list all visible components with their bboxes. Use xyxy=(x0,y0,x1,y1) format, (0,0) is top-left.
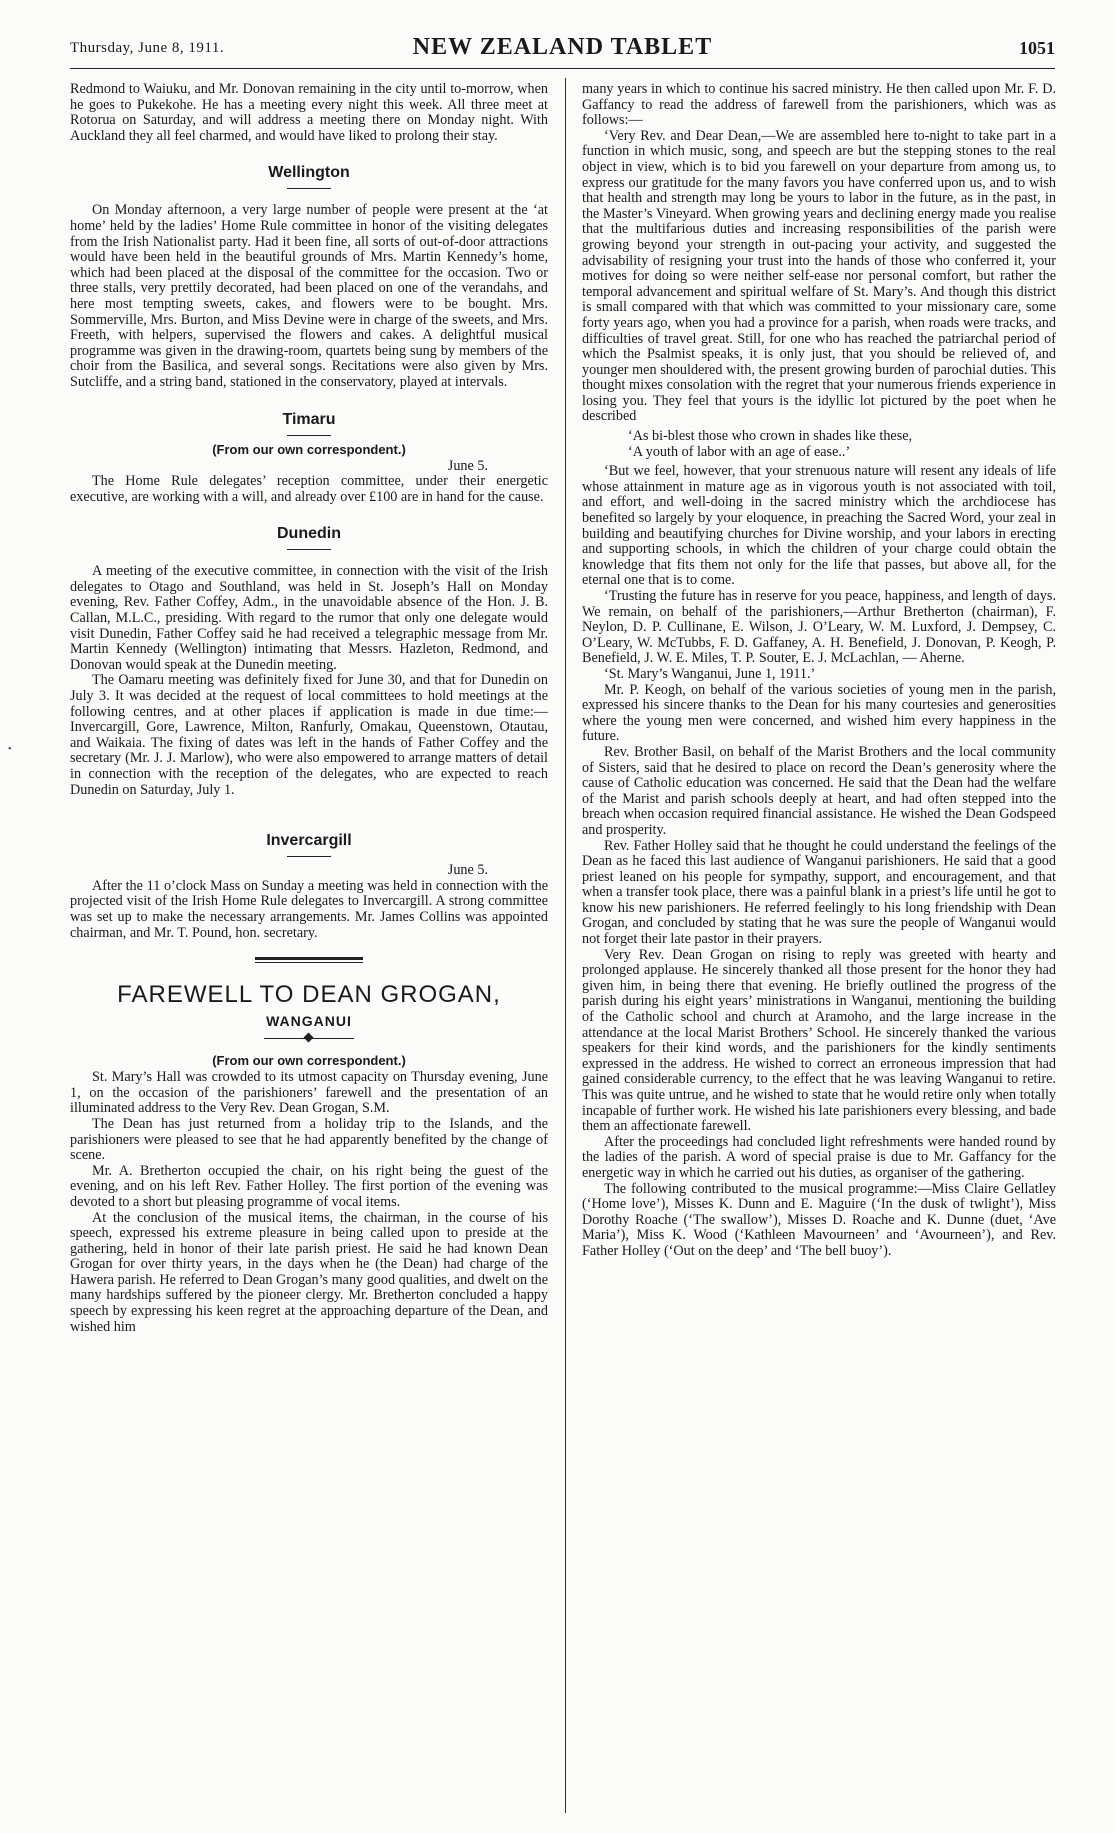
section-rule xyxy=(287,188,331,189)
section-heading-wellington: Wellington xyxy=(268,164,350,182)
refreshments-paragraph: After the proceedings had concluded light refreshments were handed round by the ladies of the parish. A word of special praise is due to Mr. Gaffancy for the energetic way in which he carried out his duties, as organiser of the gathering. xyxy=(582,1133,1056,1181)
article-subtitle: WANGANUI xyxy=(266,1013,352,1030)
page-number: 1051 xyxy=(1019,38,1055,58)
farewell-paragraph-2: The Dean has just returned from a holiday trip to the Islands, and the parishioners were pleased to see that he had apparently benefited by the change of scene. xyxy=(70,1115,548,1164)
poem-line-2: ‘A youth of labor with an age of ease..’ xyxy=(628,443,851,460)
section-heading-dunedin: Dunedin xyxy=(277,525,341,543)
address-paragraph-2: ‘But we feel, however, that your strenuous nature will resent any ideals of life whose attainment in mature age as in vigorous youth is not associated with toil, and effort, and well-doing in the sacred ministry which the archdiocese has benefited so largely by your eloquence, in preaching the Sacred Word, your zeal in building and beautifying churches for Divine worship, and your labors in erecting and supporting schools, in which the children of your charge could obtain the knowledge that fits them not only for the life that passes, but above all, for the eternal one that is to come. xyxy=(582,463,1056,589)
page-header xyxy=(70,34,1055,64)
dateline: June 5. xyxy=(447,457,488,474)
grogan-reply-paragraph: Very Rev. Dean Grogan on rising to reply was greeted with hearty and prolonged applause. He sincerely thanked all those present for the honor they had given him, in being there that evening. He briefly outlined the progress of the parish during his eight years’ ministrations in Wanganui, mentioning the building of the Catholic school and church at Aramoho, and the large increase in the attendance at the local Marist Brothers’ School. He sincerely thanked the various speakers for their kind words, and the parishioners for the kindly sentiments expressed in the address. He wished to correct an erroneous impression that had gained considerable currency, to the effect that he was leaving Wanganui to retire. This was quite untrue, and he wished to state that he would retire only when totally incapable of further work. He wished his late parishioners every blessing, and bade them an affectionate farewell. xyxy=(582,946,1056,1135)
column-divider xyxy=(565,78,566,1813)
farewell-paragraph-4: At the conclusion of the musical items, the chairman, in the course of his speech, expressed his extreme pleasure in being called upon to preside at the gathering, held in honor of their late parish priest. He said he had known Dean Grogan for over thirty years, in the days when he (the Dean) had charge of the Hawera parish. He referred to Dean Grogan’s many good qualities, and dwelt on the many hardships suffered by the pioneer clergy. Mr. Bretherton concluded a happy speech by expressing his keen regret at the approaching departure of the Dean, and wished him xyxy=(70,1209,548,1335)
intro-paragraph: Redmond to Waiuku, and Mr. Donovan remaining in the city until to-morrow, when he goes to Pukekohe. He has a meeting every night this week. All three meet at Rotorua on Saturday, and will address a meeting there on Monday night. With Auckland they all feel charmed, and would have liked to prolong their stay. xyxy=(70,82,548,144)
programme-paragraph: The following contributed to the musical programme:—Miss Claire Gellatley (‘Home love’), Misses K. Dunn and E. Maguire (‘In the dusk of twlight’), Miss Dorothy Roache (‘The swallow’), Misses D. Roache and K. Dunne (duet, ‘Ave Maria’), Miss K. Wood (‘Kathleen Mavourneen’ and ‘Avourneen’), and Rev. Father Holley (‘Out on the deep’ and ‘The bell buoy’). xyxy=(582,1180,1056,1259)
publication-title: NEW ZEALAND TABLET xyxy=(412,34,713,60)
farewell-paragraph-3: Mr. A. Bretherton occupied the chair, on his right being the guest of the evening, and on his left Rev. Father Holley. The first portion of the evening was devoted to a short but pleasing programme of vocal items. xyxy=(70,1162,548,1210)
holley-paragraph: Rev. Father Holley said that he thought he could understand the feelings of the Dean as he faced this last audience of Wanganui parishioners. He said that a good priest leaned on his people for sympathy, support, and encouragement, and that when a transfer took place, there was a painful blank in a priest’s life until he got to know his new parishioners. He referred feelingly to his long friendship with Dean Grogan, and concluded by stating that he was sure the people of Wanganui would not forget their late pastor in their prayers. xyxy=(582,837,1056,948)
header-rule xyxy=(70,68,1055,69)
keogh-paragraph: Mr. P. Keogh, on behalf of the various societies of young men in the parish, expressed his sincere thanks to the Dean for his many courtesies and generosities where the young men were concerned, and wished him every happiness in the future. xyxy=(582,681,1056,745)
section-heading-timaru: Timaru xyxy=(282,410,336,428)
basil-paragraph: Rev. Brother Basil, on behalf of the Marist Brothers and the local community of Sisters, said that he desired to place on record the Dean’s generosity where the cause of Catholic education was concerned. He said that the Dean had the welfare of the Marist and parish schools deeply at heart, and had often stepped into the breach when occasion required financial assistance. He wished the Dean Godspeed and prosperity. xyxy=(582,743,1056,838)
signatories-paragraph: ‘Trusting the future has in reserve for you peace, happiness, and length of days. We remain, on behalf of the parishioners,—Arthur Bretherton (chairman), F. Neylon, D. P. Cullinane, E. Wilson, J. O’Leary, W. M. Luxford, J. Dempsey, C. O’Leary, W. McTubbs, F. D. Gaffaney, A. H. Benefield, J. Donovan, P. Keogh, P. Benefield, J. W. E. Miles, T. P. Souter, E. J. McLachlan, — Aherne. xyxy=(582,588,1056,667)
right-paragraph-1: many years in which to continue his sacred ministry. He then called upon Mr. F. D. Gaffancy to read the address of farewell from the parishioners, which was as follows:— xyxy=(582,82,1056,129)
farewell-paragraph-1: St. Mary’s Hall was crowded to its utmost capacity on Thursday evening, June 1, on the occasion of the parishioners’ farewell and the presentation of an illuminated address to the Very Rev. Dean Grogan, S.M. xyxy=(70,1069,548,1117)
dateline: June 5. xyxy=(447,862,488,879)
timaru-paragraph: The Home Rule delegates’ reception committee, under their energetic executive, are working with a will, and already over £100 are in hand for the cause. xyxy=(70,473,548,505)
article-title: FAREWELL TO DEAN GROGAN, xyxy=(117,981,501,1009)
invercargill-paragraph: After the 11 o’clock Mass on Sunday a meeting was held in connection with the projected visit of the Irish Home Rule delegates to Invercargill. A strong committee was set up to make the necessary arrangements. Mr. James Collins was appointed chairman, and Mr. T. Pound, hon. secretary. xyxy=(70,877,548,941)
address-dateline: ‘St. Mary’s Wanganui, June 1, 1911.’ xyxy=(604,665,816,682)
issue-date: Thursday, June 8, 1911. xyxy=(70,40,225,56)
margin-mark: • xyxy=(8,744,12,755)
left-column xyxy=(70,82,548,1335)
section-rule xyxy=(287,549,331,550)
wellington-paragraph: On Monday afternoon, a very large number of people were present at the ‘at home’ held by the ladies’ Home Rule committee in honor of the visiting delegates from the Irish Nationalist party. Had it been fine, all sorts of out-of-door attractions would have been held in the beautiful grounds of Mrs. Martin Kennedy’s home, which had been placed at the disposal of the committee for the occasion. Two or three stalls, very prettily decorated, had been placed on one of the verandahs, and here most tempting sweets, cakes, and flowers were to be bought. Mrs. Sommerville, Mrs. Burton, and Miss Devine were in charge of the sweets, and Mrs. Freeth, with helpers, supervised the flowers and cakes. A delightful musical programme was given in the drawing-room, quartets being sung by members of the choir from the Basilica, and several songs. Recitations were also given by Mrs. Sutcliffe, and a string band, stationed in the conservatory, played at intervals. xyxy=(70,202,548,390)
diamond-rule xyxy=(264,1033,354,1043)
right-column xyxy=(582,82,1056,1260)
correspondent-line: (From our own correspondent.) xyxy=(212,441,406,457)
section-heading-invercargill: Invercargill xyxy=(266,832,352,850)
dunedin-paragraph-2: The Oamaru meeting was definitely fixed for June 30, and that for Dunedin on July 3. It was decided at the request of local committees to hold meetings at the following centres, and at other places if application is made in due time:—Invercargill, Gore, Lawrence, Milton, Ranfurly, Omakau, Queenstown, Otautau, and Waikaia. The fixing of dates was left in the hands of Father Coffey and the secretary (Mr. J. J. Marlow), who were also empowered to arrange matters of detail in connection with the reception of the delegates, who are expected to reach Dunedin on Saturday, July 1. xyxy=(70,672,548,798)
article-separator xyxy=(255,957,363,963)
poem-line-1: ‘As bi-blest those who crown in shades like these, xyxy=(628,428,913,445)
correspondent-line: (From our own correspondent.) xyxy=(212,1053,406,1069)
address-paragraph: ‘Very Rev. and Dear Dean,—We are assembled here to-night to take part in a function in which music, song, and speech are but the stepping stones to the real object in view, which is to bid you farewell on your departure from among us, to express our gratitude for the many favors you have conferred upon us, and to wish that health and strength may long be yours to labor in the future, as in the past, in the Master’s Vineyard. When growing years and declining energy made you realise that the multifarious duties and increasing responsibilities of the parish were growing beyond your strength in out-pacing your activity, and suggested the advisability of resigning your trust into the hands of those who conferred it, your motives for doing so were neither self-ease nor personal comfort, but rather the temporal advancement and spiritual welfare of St. Mary’s. And though this district is small compared with that which was committed to your missionary care, some forty years ago, when you had a province for a parish, when roads were tracks, and difficulties of travel great. Still, for one who has reached the patriarchal period of which the Psalmist speaks, it is only just, that you should be relieved of, and younger men shouldered with, the present growing burden of parochial duties. This thought mixes consolation with the regret that your numerous friends experience in losing you. They feel that yours is the idyllic lot pictured by the poet when he described xyxy=(582,127,1056,425)
section-rule xyxy=(287,856,331,857)
dunedin-paragraph-1: A meeting of the executive committee, in connection with the visit of the Irish delegates to Otago and Southland, was held in St. Joseph’s Hall on Monday evening, Rev. Father Coffey, Adm., in the unavoidable absence of the Hon. J. B. Callan, M.L.C., presiding. With regard to the rumor that only one delegate would visit Dunedin, Father Coffey said he had received a telegraphic message from Mr. Martin Kennedy (Wellington) intimating that Messrs. Hazleton, Redmond, and Donovan would speak at the Dunedin meeting. xyxy=(70,563,548,673)
section-rule xyxy=(287,435,331,436)
